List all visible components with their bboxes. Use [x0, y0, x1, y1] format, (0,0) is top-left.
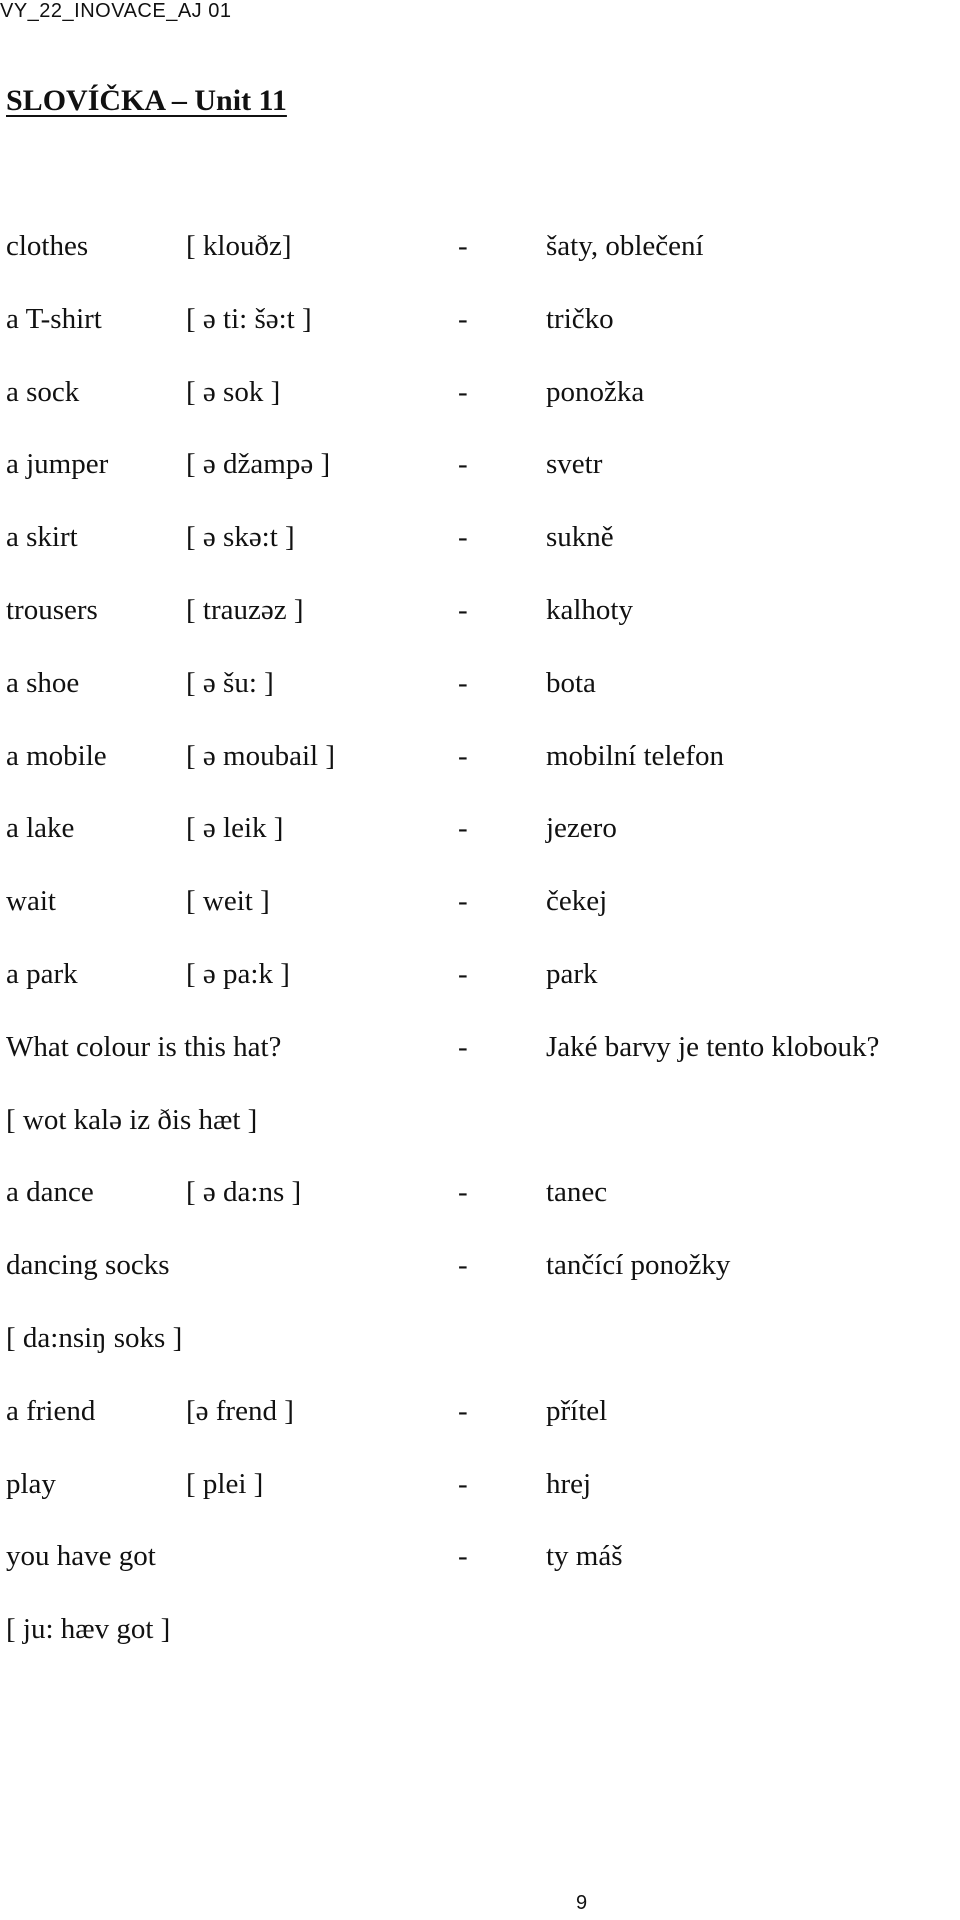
vocab-row [0, 301, 960, 374]
vocab-word: play [6, 1467, 56, 1500]
vocab-translation: tanec [546, 1176, 608, 1209]
vocab-row [0, 374, 960, 447]
vocab-row [0, 956, 960, 1029]
vocab-translation: ponožka [546, 375, 645, 408]
vocab-translation: tričko [546, 302, 614, 335]
vocab-row [0, 665, 960, 738]
vocab-word: a skirt [6, 521, 78, 554]
vocab-row [0, 1174, 960, 1247]
vocab-dash: - [458, 812, 468, 845]
vocab-word: a T-shirt [6, 302, 102, 335]
vocab-word: a friend [6, 1394, 96, 1427]
vocab-phrase: What colour is this hat? [6, 1030, 282, 1063]
page-number: 9 [576, 1892, 588, 1914]
vocab-dash: - [458, 375, 468, 408]
vocab-pronunciation: [ ə da:ns ] [186, 1176, 302, 1209]
vocab-translation: čekej [546, 885, 608, 918]
vocab-translation: kalhoty [546, 593, 633, 626]
vocab-translation: přítel [546, 1394, 608, 1427]
vocab-row [0, 1247, 960, 1320]
vocab-pronunciation: [ ə moubail ] [186, 739, 335, 772]
vocab-dash: - [458, 885, 468, 918]
vocab-pronunciation: [ ə ti: šə:t ] [186, 302, 312, 335]
vocab-dash: - [458, 1176, 468, 1209]
vocab-pronunciation-line: [ ju: hæv got ] [6, 1613, 171, 1646]
vocab-row [0, 228, 960, 301]
vocab-word: a dance [6, 1176, 94, 1209]
vocab-dash: - [458, 230, 468, 262]
vocab-pronunciation-line: [ da:nsiŋ soks ] [6, 1321, 183, 1354]
page-title: SLOVÍČKA – Unit 11 [6, 84, 287, 117]
vocab-translation: tančící ponožky [546, 1249, 731, 1282]
vocab-dash: - [458, 448, 468, 481]
vocab-dash: - [458, 593, 468, 626]
vocab-dash: - [458, 302, 468, 335]
vocab-pronunciation: [ ə šu: ] [186, 666, 274, 699]
vocab-pronunciation: [ trauzəz ] [186, 593, 304, 626]
vocab-row [0, 738, 960, 811]
vocab-dash: - [458, 521, 468, 554]
vocab-pronunciation: [ ə pa:k ] [186, 957, 290, 990]
vocab-row [0, 1102, 960, 1175]
vocab-phrase: dancing socks [6, 1249, 170, 1282]
vocab-row [0, 592, 960, 665]
vocab-translation: sukně [546, 521, 614, 554]
vocab-word: a park [6, 957, 78, 990]
vocab-dash: - [458, 1030, 468, 1063]
vocab-dash: - [458, 666, 468, 699]
vocab-pronunciation: [ ə skə:t ] [186, 521, 295, 554]
vocab-word: a mobile [6, 739, 107, 772]
vocab-dash: - [458, 739, 468, 772]
vocab-word: clothes [6, 230, 89, 262]
vocab-pronunciation: [ ə džampə ] [186, 448, 331, 481]
vocab-translation: park [546, 957, 598, 990]
vocab-row [0, 1029, 960, 1102]
vocab-translation: bota [546, 666, 596, 699]
document-code-header: VY_22_INOVACE_AJ 01 [0, 0, 232, 22]
vocab-row [0, 446, 960, 519]
vocab-word: a shoe [6, 666, 80, 699]
vocab-pronunciation: [ weit ] [186, 885, 270, 918]
vocab-row [0, 1320, 960, 1393]
vocab-pronunciation: [ plei ] [186, 1467, 264, 1500]
vocabulary-list [0, 228, 960, 1684]
vocab-translation: svetr [546, 448, 603, 481]
vocab-phrase: you have got [6, 1540, 156, 1573]
vocab-pronunciation-line: [ wot kalə iz ðis hæt ] [6, 1103, 258, 1136]
vocab-translation: Jaké barvy je tento klobouk? [546, 1030, 880, 1063]
vocab-dash: - [458, 1249, 468, 1282]
vocab-translation: jezero [546, 812, 617, 845]
vocab-row [0, 1393, 960, 1466]
vocab-word: a lake [6, 812, 75, 845]
vocab-dash: - [458, 1540, 468, 1573]
vocab-translation: hrej [546, 1467, 592, 1500]
vocab-word: wait [6, 885, 56, 918]
vocab-word: a sock [6, 375, 80, 408]
vocab-row [0, 1611, 960, 1684]
vocab-translation: mobilní telefon [546, 739, 724, 772]
vocab-row [0, 1466, 960, 1539]
vocab-word: a jumper [6, 448, 109, 481]
vocab-translation: šaty, oblečení [546, 230, 704, 262]
vocab-dash: - [458, 1394, 468, 1427]
vocab-word: trousers [6, 593, 98, 626]
vocab-pronunciation: [ ə sok ] [186, 375, 281, 408]
vocab-dash: - [458, 957, 468, 990]
vocab-row [0, 810, 960, 883]
vocab-pronunciation: [ə frend ] [186, 1394, 294, 1427]
vocab-pronunciation: [ ə leik ] [186, 812, 284, 845]
vocab-row [0, 1538, 960, 1611]
vocab-pronunciation: [ klouðz] [186, 230, 292, 262]
vocab-translation: ty máš [546, 1540, 623, 1573]
vocab-dash: - [458, 1467, 468, 1500]
vocab-row [0, 883, 960, 956]
vocab-row [0, 519, 960, 592]
